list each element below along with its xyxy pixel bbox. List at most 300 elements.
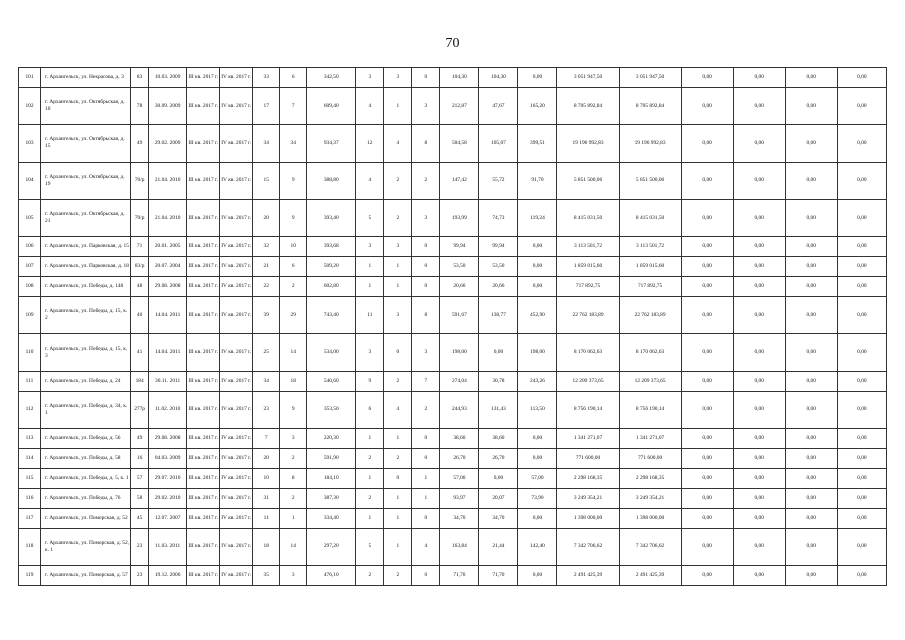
cell-cost-local-2: 0,00 — [733, 429, 785, 449]
cell-cost-other-2: 0,00 — [837, 391, 886, 428]
cell-residents-total: 34 — [253, 371, 280, 391]
cell-cost-local-1: 0,00 — [681, 334, 733, 371]
cell-rooms-municipal: 3 — [412, 334, 440, 371]
cell-cost-local-1: 0,00 — [681, 257, 733, 277]
cell-area-municipal: 452,90 — [518, 297, 557, 334]
cell-start-period: III кв. 2017 г. — [187, 528, 220, 565]
cell-row-number: 114 — [19, 448, 41, 468]
cell-residents-total: 25 — [253, 334, 280, 371]
cell-residents-total: 18 — [253, 528, 280, 565]
cell-rooms-total: 3 — [356, 68, 384, 88]
cell-cost-region: 2 298 168,35 — [619, 468, 681, 488]
cell-rooms-municipal: 7 — [412, 371, 440, 391]
cell-residents-relocated: 2 — [280, 488, 307, 508]
cell-cost-other-2: 0,00 — [837, 125, 886, 162]
cell-area-private: 21,44 — [479, 528, 518, 565]
cell-cost-total: 2 491 425,39 — [557, 565, 619, 585]
cell-residents-total: 22 — [253, 277, 280, 297]
cell-rooms-total: 3 — [356, 334, 384, 371]
cell-cost-region: 771 600,00 — [619, 448, 681, 468]
cell-cost-other-2: 0,00 — [837, 257, 886, 277]
cell-area-municipal: 0,00 — [518, 277, 557, 297]
cell-row-number: 116 — [19, 488, 41, 508]
cell-cost-total: 3 113 501,72 — [557, 237, 619, 257]
cell-rooms-municipal: 0 — [412, 257, 440, 277]
cell-residents-relocated: 14 — [280, 528, 307, 565]
cell-cost-other-2: 0,00 — [837, 468, 886, 488]
cell-cost-other-2: 0,00 — [837, 488, 886, 508]
cell-area-rooms-total: 57,00 — [440, 468, 479, 488]
cell-cost-local-1: 0,00 — [681, 68, 733, 88]
cell-area-private: 34,70 — [479, 508, 518, 528]
cell-end-period: IV кв. 2017 г. — [220, 528, 253, 565]
cell-cost-other-2: 0,00 — [837, 429, 886, 449]
cell-end-period: IV кв. 2017 г. — [220, 297, 253, 334]
cell-area-private: 138,77 — [479, 297, 518, 334]
cell-row-number: 106 — [19, 237, 41, 257]
cell-row-number: 109 — [19, 297, 41, 334]
cell-cost-total: 3 051 947,50 — [557, 68, 619, 88]
cell-document-number: 49 — [131, 125, 149, 162]
cell-end-period: IV кв. 2017 г. — [220, 162, 253, 199]
cell-residents-relocated: 2 — [280, 277, 307, 297]
cell-residents-relocated: 6 — [280, 68, 307, 88]
cell-start-period: III кв. 2017 г. — [187, 565, 220, 585]
cell-rooms-total: 2 — [356, 488, 384, 508]
cell-cost-local-2: 0,00 — [733, 508, 785, 528]
cell-area-total: 334,40 — [307, 508, 356, 528]
cell-end-period: IV кв. 2017 г. — [220, 448, 253, 468]
cell-rooms-municipal: 0 — [412, 565, 440, 585]
cell-cost-total: 8 705 892,84 — [557, 87, 619, 124]
cell-area-private: 53,50 — [479, 257, 518, 277]
cell-cost-local-1: 0,00 — [681, 371, 733, 391]
cell-cost-local-2: 0,00 — [733, 448, 785, 468]
cell-cost-local-1: 0,00 — [681, 162, 733, 199]
cell-document-date: 11.02. 2010 — [149, 391, 187, 428]
cell-document-number: 184 — [131, 371, 149, 391]
cell-area-total: 184,10 — [307, 468, 356, 488]
cell-rooms-private: 2 — [384, 162, 412, 199]
cell-area-private: 104,30 — [479, 68, 518, 88]
cell-rooms-private: 1 — [384, 508, 412, 528]
cell-cost-other-2: 0,00 — [837, 448, 886, 468]
cell-rooms-municipal: 8 — [412, 125, 440, 162]
cell-cost-local-1: 0,00 — [681, 297, 733, 334]
cell-address: г. Архангельск, ул. Октябрьская, д. 19 — [41, 162, 131, 199]
cell-row-number: 117 — [19, 508, 41, 528]
cell-rooms-total: 12 — [356, 125, 384, 162]
cell-area-rooms-total: 38,60 — [440, 429, 479, 449]
cell-end-period: IV кв. 2017 г. — [220, 468, 253, 488]
cell-cost-local-2: 0,00 — [733, 199, 785, 236]
cell-area-rooms-total: 93,97 — [440, 488, 479, 508]
cell-end-period: IV кв. 2017 г. — [220, 334, 253, 371]
cell-document-number: 58 — [131, 488, 149, 508]
cell-rooms-municipal: 0 — [412, 508, 440, 528]
cell-address: г. Архангельск, ул. Победы, д. 58 — [41, 448, 131, 468]
cell-cost-total: 7 342 706,62 — [557, 528, 619, 565]
cell-document-date: 20.01. 2005 — [149, 237, 187, 257]
cell-cost-local-2: 0,00 — [733, 334, 785, 371]
cell-residents-total: 21 — [253, 257, 280, 277]
cell-residents-total: 20 — [253, 448, 280, 468]
cell-start-period: III кв. 2017 г. — [187, 508, 220, 528]
cell-cost-total: 771 600,00 — [557, 448, 619, 468]
cell-row-number: 118 — [19, 528, 41, 565]
cell-cost-other-2: 0,00 — [837, 87, 886, 124]
cell-cost-other-1: 0,00 — [785, 429, 837, 449]
table-row — [19, 297, 887, 334]
cell-cost-other-2: 0,00 — [837, 237, 886, 257]
cell-row-number: 102 — [19, 87, 41, 124]
cell-address: г. Архангельск, ул. Победы, д. 15, к. 3 — [41, 334, 131, 371]
cell-cost-other-2: 0,00 — [837, 199, 886, 236]
table-row — [19, 508, 887, 528]
cell-residents-total: 31 — [253, 488, 280, 508]
cell-cost-other-1: 0,00 — [785, 508, 837, 528]
cell-residents-total: 17 — [253, 87, 280, 124]
cell-cost-total: 8 170 062,63 — [557, 334, 619, 371]
cell-end-period: IV кв. 2017 г. — [220, 565, 253, 585]
cell-cost-other-1: 0,00 — [785, 468, 837, 488]
cell-start-period: III кв. 2017 г. — [187, 468, 220, 488]
cell-address: г. Архангельск, ул. Парковская, д. 18 — [41, 257, 131, 277]
cell-cost-total: 22 762 183,89 — [557, 297, 619, 334]
cell-area-private: 0,00 — [479, 334, 518, 371]
cell-residents-relocated: 18 — [280, 371, 307, 391]
cell-address: г. Архангельск, ул. Победы, д. 148 — [41, 277, 131, 297]
table-row — [19, 87, 887, 124]
cell-cost-local-2: 0,00 — [733, 488, 785, 508]
cell-start-period: III кв. 2017 г. — [187, 391, 220, 428]
cell-residents-relocated: 3 — [280, 429, 307, 449]
cell-cost-other-2: 0,00 — [837, 277, 886, 297]
cell-rooms-total: 1 — [356, 508, 384, 528]
cell-area-rooms-total: 147,42 — [440, 162, 479, 199]
cell-cost-total: 8 756 190,14 — [557, 391, 619, 428]
table-row — [19, 488, 887, 508]
table-row — [19, 162, 887, 199]
cell-row-number: 101 — [19, 68, 41, 88]
cell-cost-local-2: 0,00 — [733, 277, 785, 297]
cell-residents-total: 23 — [253, 391, 280, 428]
table-row — [19, 68, 887, 88]
cell-document-date: 20.07. 2004 — [149, 257, 187, 277]
cell-area-private: 30,78 — [479, 371, 518, 391]
cell-cost-local-1: 0,00 — [681, 565, 733, 585]
cell-document-date: 29.02. 2009 — [149, 125, 187, 162]
cell-rooms-municipal: 4 — [412, 528, 440, 565]
cell-end-period: IV кв. 2017 г. — [220, 257, 253, 277]
cell-cost-region: 3 113 501,72 — [619, 237, 681, 257]
cell-rooms-municipal: 8 — [412, 297, 440, 334]
cell-end-period: IV кв. 2017 г. — [220, 508, 253, 528]
cell-area-rooms-total: 20,66 — [440, 277, 479, 297]
table-row — [19, 125, 887, 162]
cell-area-rooms-total: 212,87 — [440, 87, 479, 124]
cell-start-period: III кв. 2017 г. — [187, 334, 220, 371]
cell-row-number: 103 — [19, 125, 41, 162]
cell-area-private: 0,00 — [479, 468, 518, 488]
cell-cost-other-1: 0,00 — [785, 277, 837, 297]
cell-residents-relocated: 29 — [280, 297, 307, 334]
cell-cost-local-1: 0,00 — [681, 429, 733, 449]
cell-area-private: 131,43 — [479, 391, 518, 428]
cell-rooms-total: 1 — [356, 468, 384, 488]
cell-residents-relocated: 7 — [280, 87, 307, 124]
cell-area-rooms-total: 193,99 — [440, 199, 479, 236]
cell-address: г. Архангельск, ул. Поморская, д. 52, к. 1 — [41, 528, 131, 565]
cell-start-period: III кв. 2017 г. — [187, 199, 220, 236]
cell-residents-total: 20 — [253, 199, 280, 236]
cell-cost-total: 19 196 992,83 — [557, 125, 619, 162]
cell-address: г. Архангельск, ул. Победы, д. 5, к. 1 — [41, 468, 131, 488]
table-row — [19, 257, 887, 277]
cell-address: г. Архангельск, ул. Поморская, д. 57 — [41, 565, 131, 585]
cell-cost-local-2: 0,00 — [733, 371, 785, 391]
cell-area-rooms-total: 591,67 — [440, 297, 479, 334]
cell-cost-local-2: 0,00 — [733, 528, 785, 565]
cell-cost-local-1: 0,00 — [681, 528, 733, 565]
table-row — [19, 448, 887, 468]
cell-cost-local-1: 0,00 — [681, 508, 733, 528]
cell-cost-local-2: 0,00 — [733, 468, 785, 488]
cell-area-total: 393,40 — [307, 199, 356, 236]
cell-cost-local-1: 0,00 — [681, 468, 733, 488]
table-row — [19, 528, 887, 565]
cell-document-number: 71 — [131, 237, 149, 257]
cell-address: г. Архангельск, ул. Победы, д. 56 — [41, 429, 131, 449]
cell-cost-other-1: 0,00 — [785, 334, 837, 371]
cell-area-total: 220,30 — [307, 429, 356, 449]
cell-document-date: 30.09. 2009 — [149, 87, 187, 124]
cell-residents-total: 35 — [253, 565, 280, 585]
cell-area-total: 540,60 — [307, 371, 356, 391]
cell-area-private: 38,60 — [479, 429, 518, 449]
cell-rooms-private: 0 — [384, 334, 412, 371]
cell-cost-other-2: 0,00 — [837, 565, 886, 585]
cell-cost-total: 5 851 500,06 — [557, 162, 619, 199]
cell-document-date: 14.04. 2011 — [149, 297, 187, 334]
cell-cost-local-2: 0,00 — [733, 257, 785, 277]
cell-rooms-private: 2 — [384, 199, 412, 236]
cell-row-number: 105 — [19, 199, 41, 236]
cell-cost-region: 3 249 354,21 — [619, 488, 681, 508]
cell-address: г. Архангельск, ул. Парковская, д. 15 — [41, 237, 131, 257]
cell-area-private: 55,72 — [479, 162, 518, 199]
cell-cost-other-2: 0,00 — [837, 334, 886, 371]
cell-end-period: IV кв. 2017 г. — [220, 429, 253, 449]
cell-cost-other-1: 0,00 — [785, 297, 837, 334]
cell-address: г. Архангельск, ул. Октябрьская, д. 21 — [41, 199, 131, 236]
cell-cost-region: 19 196 992,83 — [619, 125, 681, 162]
cell-area-private: 99,94 — [479, 237, 518, 257]
cell-rooms-private: 3 — [384, 68, 412, 88]
cell-start-period: III кв. 2017 г. — [187, 448, 220, 468]
cell-area-total: 534,00 — [307, 334, 356, 371]
cell-rooms-municipal: 2 — [412, 391, 440, 428]
cell-cost-region: 1 341 271,07 — [619, 429, 681, 449]
cell-area-rooms-total: 99,94 — [440, 237, 479, 257]
table-row — [19, 565, 887, 585]
cell-document-date: 04.03. 2009 — [149, 448, 187, 468]
cell-area-municipal: 0,00 — [518, 429, 557, 449]
table-row — [19, 391, 887, 428]
cell-cost-local-2: 0,00 — [733, 237, 785, 257]
cell-document-date: 19.12. 2006 — [149, 565, 187, 585]
cell-document-number: 57 — [131, 468, 149, 488]
cell-area-private: 71,70 — [479, 565, 518, 585]
cell-area-private: 105,07 — [479, 125, 518, 162]
cell-cost-other-1: 0,00 — [785, 391, 837, 428]
cell-cost-other-1: 0,00 — [785, 528, 837, 565]
cell-area-rooms-total: 198,00 — [440, 334, 479, 371]
cell-rooms-total: 2 — [356, 565, 384, 585]
cell-rooms-total: 1 — [356, 277, 384, 297]
cell-cost-other-1: 0,00 — [785, 125, 837, 162]
cell-area-private: 47,67 — [479, 87, 518, 124]
cell-cost-region: 7 342 706,62 — [619, 528, 681, 565]
cell-address: г. Архангельск, ул. Победы, д. 76 — [41, 488, 131, 508]
cell-rooms-private: 4 — [384, 125, 412, 162]
cell-area-municipal: 198,00 — [518, 334, 557, 371]
cell-area-total: 342,50 — [307, 68, 356, 88]
cell-document-date: 30.11. 2011 — [149, 371, 187, 391]
cell-area-municipal: 0,00 — [518, 257, 557, 277]
cell-area-municipal: 119,24 — [518, 199, 557, 236]
cell-rooms-municipal: 3 — [412, 199, 440, 236]
cell-area-rooms-total: 104,30 — [440, 68, 479, 88]
cell-area-total: 743,40 — [307, 297, 356, 334]
cell-cost-other-1: 0,00 — [785, 565, 837, 585]
cell-cost-local-1: 0,00 — [681, 237, 733, 257]
cell-area-total: 509,20 — [307, 257, 356, 277]
cell-cost-other-2: 0,00 — [837, 528, 886, 565]
cell-row-number: 108 — [19, 277, 41, 297]
cell-cost-region: 2 491 425,39 — [619, 565, 681, 585]
cell-cost-local-1: 0,00 — [681, 277, 733, 297]
cell-rooms-private: 0 — [384, 468, 412, 488]
cell-start-period: III кв. 2017 г. — [187, 237, 220, 257]
cell-cost-other-2: 0,00 — [837, 508, 886, 528]
cell-residents-relocated: 9 — [280, 199, 307, 236]
cell-rooms-total: 2 — [356, 448, 384, 468]
cell-area-total: 388,80 — [307, 162, 356, 199]
cell-cost-other-2: 0,00 — [837, 68, 886, 88]
cell-area-municipal: 0,00 — [518, 565, 557, 585]
cell-residents-total: 7 — [253, 429, 280, 449]
cell-row-number: 119 — [19, 565, 41, 585]
cell-document-number: 78 — [131, 87, 149, 124]
cell-document-number: 83 — [131, 68, 149, 88]
cell-area-rooms-total: 53,50 — [440, 257, 479, 277]
cell-residents-relocated: 6 — [280, 257, 307, 277]
cell-cost-region: 22 762 183,89 — [619, 297, 681, 334]
cell-cost-region: 717 892,75 — [619, 277, 681, 297]
cell-cost-region: 5 851 500,06 — [619, 162, 681, 199]
cell-cost-region: 1 859 015,60 — [619, 257, 681, 277]
table-row — [19, 371, 887, 391]
cell-area-private: 26,70 — [479, 448, 518, 468]
table-row — [19, 468, 887, 488]
cell-document-date: 21.04. 2010 — [149, 199, 187, 236]
cell-area-municipal: 113,50 — [518, 391, 557, 428]
cell-cost-local-1: 0,00 — [681, 87, 733, 124]
cell-area-total: 393,68 — [307, 237, 356, 257]
cell-address: г. Архангельск, ул. Победы, д. 15, к. 2 — [41, 297, 131, 334]
cell-rooms-private: 4 — [384, 391, 412, 428]
housing-table — [18, 67, 887, 586]
cell-cost-total: 1 341 271,07 — [557, 429, 619, 449]
cell-start-period: III кв. 2017 г. — [187, 277, 220, 297]
cell-address: г. Архангельск, ул. Поморская, д. 52 — [41, 508, 131, 528]
cell-row-number: 113 — [19, 429, 41, 449]
cell-area-municipal: 0,00 — [518, 448, 557, 468]
cell-cost-local-2: 0,00 — [733, 87, 785, 124]
cell-cost-local-1: 0,00 — [681, 488, 733, 508]
cell-area-rooms-total: 34,70 — [440, 508, 479, 528]
cell-rooms-total: 5 — [356, 199, 384, 236]
cell-rooms-total: 6 — [356, 391, 384, 428]
table-row — [19, 334, 887, 371]
cell-rooms-private: 1 — [384, 528, 412, 565]
cell-area-total: 297,20 — [307, 528, 356, 565]
cell-cost-other-1: 0,00 — [785, 371, 837, 391]
cell-residents-relocated: 9 — [280, 391, 307, 428]
cell-residents-total: 34 — [253, 125, 280, 162]
cell-document-number: 16 — [131, 448, 149, 468]
cell-cost-total: 717 892,75 — [557, 277, 619, 297]
cell-rooms-private: 2 — [384, 371, 412, 391]
cell-rooms-total: 1 — [356, 257, 384, 277]
cell-area-municipal: 0,00 — [518, 508, 557, 528]
cell-area-total: 609,40 — [307, 87, 356, 124]
table-row — [19, 199, 887, 236]
cell-cost-other-2: 0,00 — [837, 297, 886, 334]
cell-rooms-total: 1 — [356, 429, 384, 449]
cell-residents-relocated: 34 — [280, 125, 307, 162]
cell-cost-total: 2 298 168,35 — [557, 468, 619, 488]
cell-end-period: IV кв. 2017 г. — [220, 68, 253, 88]
cell-cost-other-2: 0,00 — [837, 371, 886, 391]
cell-area-total: 602,80 — [307, 277, 356, 297]
cell-end-period: IV кв. 2017 г. — [220, 199, 253, 236]
table-row — [19, 277, 887, 297]
cell-rooms-total: 11 — [356, 297, 384, 334]
cell-area-municipal: 399,51 — [518, 125, 557, 162]
cell-cost-local-2: 0,00 — [733, 68, 785, 88]
cell-cost-local-2: 0,00 — [733, 162, 785, 199]
cell-address: г. Архангельск, ул. Победы, д. 34, к. 1 — [41, 391, 131, 428]
cell-cost-other-1: 0,00 — [785, 237, 837, 257]
cell-document-number: 48 — [131, 277, 149, 297]
cell-document-number: 45 — [131, 508, 149, 528]
cell-document-date: 10.03. 2009 — [149, 68, 187, 88]
cell-area-rooms-total: 274,04 — [440, 371, 479, 391]
cell-start-period: III кв. 2017 г. — [187, 371, 220, 391]
cell-area-municipal: 0,00 — [518, 68, 557, 88]
cell-area-rooms-total: 504,58 — [440, 125, 479, 162]
cell-residents-relocated: 1 — [280, 508, 307, 528]
cell-address: г. Архангельск, ул. Некрасова, д. 3 — [41, 68, 131, 88]
cell-end-period: IV кв. 2017 г. — [220, 277, 253, 297]
cell-cost-other-1: 0,00 — [785, 68, 837, 88]
cell-cost-other-1: 0,00 — [785, 199, 837, 236]
cell-cost-region: 1 398 000,00 — [619, 508, 681, 528]
cell-cost-region: 8 415 031,50 — [619, 199, 681, 236]
cell-cost-local-1: 0,00 — [681, 391, 733, 428]
